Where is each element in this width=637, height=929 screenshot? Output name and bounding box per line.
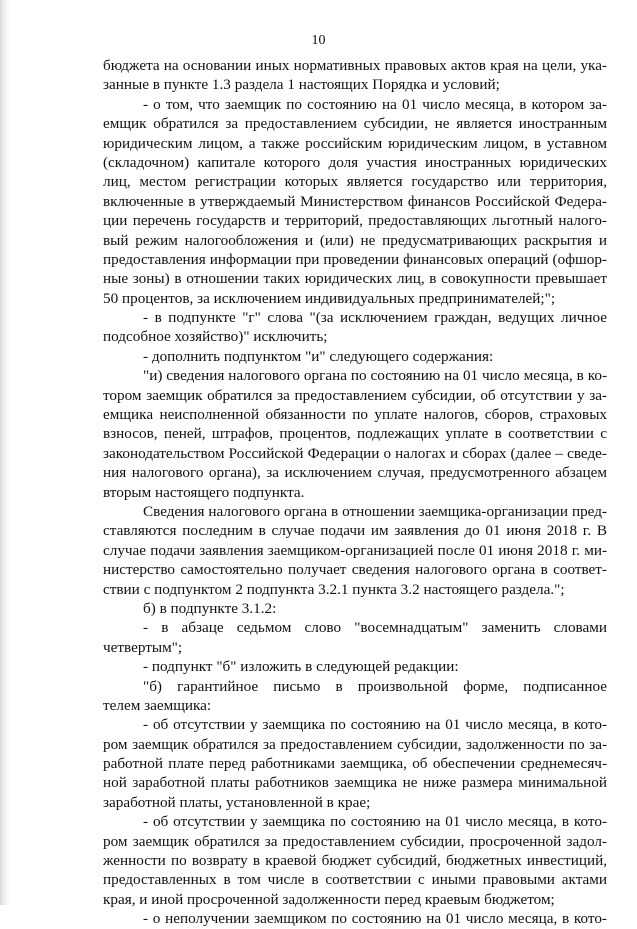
text-line: края, и иной просроченной задолженности перед краевым бюджетом; [103,890,555,908]
text-line: лиц, местом регистрации которых является государство или территория, [103,173,607,191]
text-line: "и) сведения налогового органа по состоянию на 01 число месяца, в ко- [143,367,607,385]
text-line: ной заработной платы работников заемщика не ниже размера минимальной [103,774,607,792]
text-line: тором заемщик обратился за предоставлением субсидии, об отсутствии у за- [103,386,607,404]
text-line: ния налогового органа), за исключением случая, предусмотренного абзацем [103,464,607,482]
text-line: работной плате перед работниками заемщика, об обеспечении среднемесяч- [103,755,607,773]
text-line: вый режим налогообложения и (или) не предусматривающих раскрытия и [103,231,607,249]
text-line: ром заемщик обратился за предоставлением субсидии, просроченной задол- [103,832,607,850]
text-line: б) в подпункте 3.1.2: [143,599,277,617]
text-line: - дополнить подпунктом "и" следующего содержания: [143,347,494,365]
text-line: емщика неисполненной обязанности по уплате налогов, сборов, страховых [103,406,607,424]
text-line: четвертым"; [103,638,183,656]
text-line: взносов, пеней, штрафов, процентов, подлежащих уплате в соответствии с [103,425,607,443]
text-line: юридическим лицом, а также российским юридическим лицом, в уставном [103,134,607,152]
text-line: ставляются последним в случае подачи им заявления до 01 июня 2018 г. В [103,522,607,540]
text-line: (складочном) капитале которого доля участия иностранных юридических [103,153,607,171]
text-line: предоставления информации при проведении финансовых операций (офшор- [103,250,607,268]
text-line: ные зоны) в отношении таких юридических лиц, в совокупности превышает [103,270,607,288]
text-line: "б) гарантийное письмо в произвольной форме, подписанное [143,677,607,695]
text-line: занные в пункте 1.3 раздела 1 настоящих Порядка и условий; [103,76,500,94]
text-line: Сведения налогового органа в отношении заемщика-организации пред- [143,502,607,520]
text-line: законодательством Российской Федерации о налогах и сборах (далее – сведе- [103,444,607,462]
text-line: ствии с подпунктом 2 подпункта 3.2.1 пункта 3.2 настоящего раздела."; [103,580,565,598]
text-line: нистерство самостоятельно получает сведения налогового органа в соответ- [103,561,607,579]
text-line: емщик обратился за предоставлением субсидии, не является иностранным [103,115,607,133]
text-line: - о неполучении заемщиком по состоянию на 01 число месяца, в кото- [143,910,607,928]
scan-shadow-edge [0,0,10,905]
body-text [103,56,607,929]
text-line: - об отсутствии у заемщика по состоянию на 01 число месяца, в кото- [143,813,607,831]
text-line: случае подачи заявления заемщиком-организацией после 01 июня 2018 г. ми- [103,541,607,559]
text-line: 50 процентов, за исключением индивидуальных предпринимателей;"; [103,289,556,307]
text-line: включенные в утверждаемый Министерством финансов Российской Федера- [103,192,607,210]
text-line: - подпункт "б" изложить в следующей редакции: [143,658,459,676]
text-line: - о том, что заемщик по состоянию на 01 число месяца, в котором за- [143,95,607,113]
text-line: телем заемщика: [103,696,212,714]
text-line: - об отсутствии у заемщика по состоянию на 01 число месяца, в кото- [143,716,607,734]
text-line: заработной платы, установленной в крае; [103,793,371,811]
text-line: предоставленных в том числе в соответствии с иными правовыми актами [103,871,607,889]
page-number: 10 [311,33,326,48]
text-line: ции перечень государств и территорий, предоставляющих льготный налого- [103,212,607,230]
text-line: подсобное хозяйство)" исключить; [103,328,328,346]
text-line: - в абзаце седьмом слово "восемнадцатым" заменить словами [143,619,607,637]
text-line: - в подпункте "г" слова "(за исключением граждан, ведущих личное [143,309,607,327]
text-line: вторым настоящего подпункта. [103,483,305,501]
text-line: ром заемщик обратился за предоставлением субсидии, задолженности по за- [103,735,607,753]
text-line: женности по возврату в краевой бюджет субсидий, бюджетных инвестиций, [103,852,607,870]
text-line: бюджета на основании иных нормативных правовых актов края на цели, ука- [103,57,607,74]
